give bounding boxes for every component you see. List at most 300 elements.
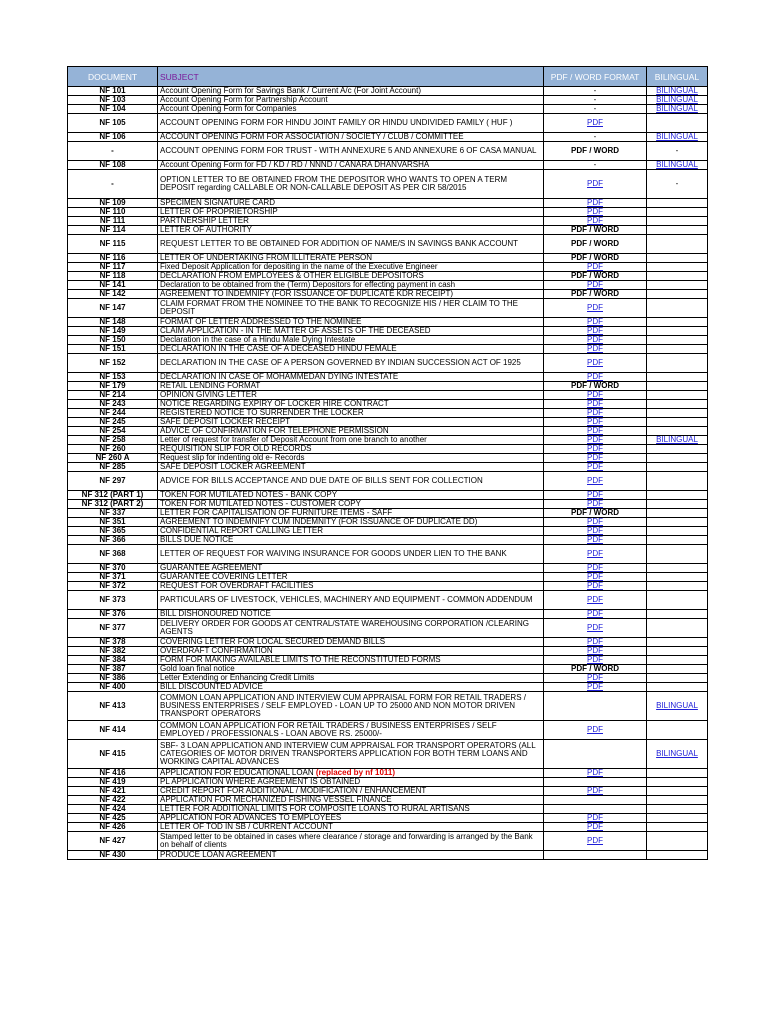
pdf-link[interactable]: PDF [587,344,603,353]
subject-cell [158,787,544,796]
pdf-link[interactable]: PDF [587,262,603,271]
pdf-link[interactable]: PDF [587,682,603,691]
document-number: NF 114 [68,226,158,235]
format-cell [544,721,647,740]
bilingual-cell [647,114,708,133]
table-row [68,272,708,281]
format-cell [544,133,647,142]
pdf-link[interactable]: PDF [587,216,603,225]
bilingual-cell [647,345,708,354]
bilingual-cell [647,418,708,427]
pdf-link[interactable]: PDF [587,179,603,188]
bilingual-cell [647,391,708,400]
pdf-link[interactable]: PDF [587,118,603,127]
pdf-link[interactable]: PDF [587,572,603,581]
document-number: NF 149 [68,327,158,336]
document-number: NF 430 [68,851,158,860]
document-number: NF 148 [68,318,158,327]
subject-text: OVERDRAFT CONFIRMATION [160,646,273,655]
pdf-link[interactable]: PDF [587,526,603,535]
pdf-link[interactable]: PDF [587,390,603,399]
subject-cell [158,796,544,805]
pdf-link[interactable]: PDF [587,673,603,682]
replacement-note: (replaced by nf 1011) [315,768,396,777]
bilingual-cell [647,564,708,573]
document-number: NF 426 [68,823,158,832]
bilingual-link[interactable]: BILINGUAL [656,104,698,113]
subject-cell [158,142,544,161]
table-row [68,740,708,769]
subject-cell [158,418,544,427]
subject-text: Request slip for indenting old e- Records [160,453,305,462]
subject-text: ACCOUNT OPENING FORM FOR HINDU JOINT FAMILY OR HINDU UNDIVIDED FAMILY ( HUF ) [160,118,513,127]
document-number: NF 111 [68,217,158,226]
subject-text: DECLARATION IN THE CASE OF A PERSON GOVERNED BY INDIAN SUCCESSION ACT OF 1925 [160,358,521,367]
bilingual-cell [647,281,708,290]
bilingual-cell [647,823,708,832]
bilingual-cell [647,582,708,591]
subject-cell [158,272,544,281]
bilingual-cell [647,610,708,619]
table-row [68,787,708,796]
subject-text: FORMAT OF LETTER ADDRESSED TO THE NOMINEE [160,317,362,326]
subject-text: REQUEST FOR OVERDRAFT FACILITIES [160,581,314,590]
subject-text: CLAIM APPLICATION - IN THE MATTER OF ASSETS OF THE DECEASED [160,326,431,335]
format-cell [544,142,647,161]
document-number: NF 117 [68,263,158,272]
subject-cell [158,427,544,436]
format-cell [544,619,647,638]
document-number: NF 370 [68,564,158,573]
subject-cell [158,114,544,133]
bilingual-cell [647,96,708,105]
format-cell [544,87,647,96]
bilingual-cell [647,263,708,272]
subject-text: Stamped letter to be obtained in cases where clearance / storage and forwarding is arranged by the Bank on behalf of clients [160,832,533,849]
bilingual-cell [647,226,708,235]
pdf-link[interactable]: PDF [587,836,603,845]
subject-text: PARTICULARS OF LIVESTOCK, VEHICLES, MACHINERY AND EQUIPMENT - COMMON ADDENDUM [160,595,533,604]
document-number: NF 384 [68,656,158,665]
table-row [68,409,708,418]
document-number: NF 260 A [68,454,158,463]
document-number: NF 141 [68,281,158,290]
format-cell [544,418,647,427]
document-number: NF 312 (PART 2) [68,500,158,509]
subject-cell [158,463,544,472]
subject-text: REQUISITION SLIP FOR OLD RECORDS [160,444,312,453]
format-cell [544,832,647,851]
subject-cell [158,619,544,638]
subject-text: BILL DISCOUNTED ADVICE [160,682,263,691]
table-row [68,327,708,336]
subject-text: OPINION GIVING LETTER [160,390,257,399]
subject-cell [158,472,544,491]
bilingual-cell [647,354,708,373]
subject-cell [158,823,544,832]
pdf-link[interactable]: PDF [587,326,603,335]
subject-cell [158,133,544,142]
document-number: NF 101 [68,87,158,96]
subject-cell [158,281,544,290]
document-number: - [68,142,158,161]
format-cell [544,382,647,391]
table-row [68,133,708,142]
pdf-link[interactable]: PDF [587,476,603,485]
document-number: NF 103 [68,96,158,105]
bilingual-cell [647,778,708,787]
subject-cell [158,851,544,860]
bilingual-cell [647,674,708,683]
bilingual-cell [647,518,708,527]
format-unavailable: - [593,104,597,113]
format-cell [544,254,647,263]
subject-cell [158,491,544,500]
subject-cell [158,454,544,463]
pdf-link[interactable]: PDF [587,655,603,664]
bilingual-unavailable: - [675,179,679,188]
format-cell [544,814,647,823]
format-cell [544,354,647,373]
pdf-link[interactable]: PDF [587,563,603,572]
bilingual-cell [647,161,708,170]
document-number: NF 142 [68,290,158,299]
bilingual-cell [647,336,708,345]
subject-text: LETTER FOR CAPITALISATION OF FURNITURE ITEMS - SAFF [160,508,393,517]
subject-text: GUARANTEE AGREEMENT [160,563,263,572]
subject-cell [158,87,544,96]
subject-cell [158,564,544,573]
pdf-link[interactable]: PDF [587,549,603,558]
document-number: NF 285 [68,463,158,472]
document-number: NF 377 [68,619,158,638]
table-row [68,573,708,582]
subject-text: Account Opening Form for Companies [160,104,297,113]
subject-cell [158,527,544,536]
bilingual-cell [647,832,708,851]
table-row [68,823,708,832]
bilingual-link[interactable]: BILINGUAL [656,95,698,104]
bilingual-cell [647,382,708,391]
table-row [68,647,708,656]
format-cell [544,509,647,518]
table-row [68,769,708,778]
bilingual-cell [647,573,708,582]
subject-cell [158,683,544,692]
pdf-link[interactable]: PDF [587,399,603,408]
document-number: NF 109 [68,199,158,208]
table-row [68,96,708,105]
table-row [68,318,708,327]
table-row [68,217,708,226]
pdf-word-format: PDF / WORD [571,225,619,234]
subject-cell [158,769,544,778]
bilingual-cell [647,787,708,796]
subject-cell [158,610,544,619]
documents-table [67,66,708,860]
subject-cell [158,217,544,226]
bilingual-link[interactable]: BILINGUAL [656,749,698,758]
format-cell [544,787,647,796]
bilingual-link[interactable]: BILINGUAL [656,132,698,141]
pdf-link[interactable]: PDF [587,317,603,326]
document-number: NF 376 [68,610,158,619]
format-cell [544,851,647,860]
table-row [68,373,708,382]
table-row [68,674,708,683]
document-number: NF 297 [68,472,158,491]
subject-cell [158,226,544,235]
pdf-link[interactable]: PDF [587,595,603,604]
pdf-link[interactable]: PDF [587,280,603,289]
format-cell [544,208,647,217]
bilingual-cell [647,254,708,263]
subject-text: APPLICATION FOR EDUCATIONAL LOAN [160,768,314,777]
format-unavailable: - [593,86,597,95]
bilingual-cell [647,692,708,721]
subject-text: LETTER FOR ADDITIONAL LIMITS FOR COMPOSITE LOANS TO RURAL ARTISANS [160,804,470,813]
format-cell [544,610,647,619]
document-number: NF 378 [68,638,158,647]
pdf-link[interactable]: PDF [587,581,603,590]
format-cell [544,740,647,769]
subject-text: SPECIMEN SIGNATURE CARD [160,198,275,207]
pdf-link[interactable]: PDF [587,453,603,462]
document-number: NF 105 [68,114,158,133]
subject-text: Letter Extending or Enhancing Credit Limits [160,673,315,682]
pdf-link[interactable]: PDF [587,417,603,426]
format-cell [544,427,647,436]
subject-text: LETTER OF REQUEST FOR WAIVING INSURANCE FOR GOODS UNDER LIEN TO THE BANK [160,549,507,558]
subject-cell [158,436,544,445]
bilingual-cell [647,851,708,860]
pdf-link[interactable]: PDF [587,637,603,646]
subject-text: RETAIL LENDING FORMAT [160,381,261,390]
document-number: NF 244 [68,409,158,418]
subject-text: PL APPLICATION WHERE AGREEMENT IS OBTAINED [160,777,361,786]
subject-cell [158,336,544,345]
format-cell [544,217,647,226]
bilingual-cell [647,427,708,436]
subject-text: COMMON LOAN APPLICATION FOR RETAIL TRADERS / BUSINESS ENTERPRISES / SELF EMPLOYED / PROFESSIONALS - LOAN ABOVE RS. 25000/- [160,721,497,738]
format-cell [544,573,647,582]
subject-text: Fixed Deposit Application for depositing in the name of the Executive Engineer [160,262,438,271]
subject-cell [158,290,544,299]
pdf-word-format: PDF / WORD [571,253,619,262]
pdf-link[interactable]: PDF [587,822,603,831]
document-number: NF 147 [68,299,158,318]
pdf-link[interactable]: PDF [587,303,603,312]
subject-cell [158,382,544,391]
table-row [68,527,708,536]
subject-cell [158,814,544,823]
subject-cell [158,161,544,170]
table-row [68,263,708,272]
subject-text: AGREEMENT TO INDEMNIFY (FOR ISSUANCE OF DUPLICATE KDR RECEIPT) [160,289,454,298]
pdf-link[interactable]: PDF [587,499,603,508]
subject-text: SAFE DEPOSIT LOCKER AGREEMENT [160,462,306,471]
subject-cell [158,545,544,564]
subject-text: ACCOUNT OPENING FORM FOR TRUST - WITH ANNEXURE 5 AND ANNEXURE 6 OF CASA MANUAL [160,146,537,155]
subject-cell [158,299,544,318]
subject-text: APPLICATION FOR MECHANIZED FISHING VESSEL FINANCE [160,795,392,804]
subject-text: CONFIDENTIAL REPORT CALLING LETTER [160,526,323,535]
document-number: NF 258 [68,436,158,445]
pdf-link[interactable]: PDF [587,435,603,444]
pdf-link[interactable]: PDF [587,768,603,777]
table-row [68,345,708,354]
subject-text: LETTER OF UNDERTAKING FROM ILLITERATE PERSON [160,253,373,262]
bilingual-link[interactable]: BILINGUAL [656,701,698,710]
table-row [68,564,708,573]
subject-cell [158,832,544,851]
subject-text: BILL DISHONOURED NOTICE [160,609,271,618]
pdf-link[interactable]: PDF [587,462,603,471]
subject-text: Declaration in the case of a Hindu Male Dying Intestate [160,335,356,344]
format-cell [544,692,647,721]
table-row [68,814,708,823]
pdf-link[interactable]: PDF [587,646,603,655]
document-number: NF 425 [68,814,158,823]
format-unavailable: - [593,160,597,169]
subject-text: TOKEN FOR MUTILATED NOTES - BANK COPY [160,490,338,499]
format-cell [544,500,647,509]
document-number: NF 427 [68,832,158,851]
bilingual-cell [647,373,708,382]
table-row [68,391,708,400]
pdf-link[interactable]: PDF [587,609,603,618]
subject-text: ACCOUNT OPENING FORM FOR ASSOCIATION / SOCIETY / CLUB / COMMITTEE [160,132,464,141]
subject-text: Gold loan final notice [160,664,235,673]
subject-text: LETTER OF PROPRIETORSHIP [160,207,278,216]
table-row [68,851,708,860]
bilingual-cell [647,217,708,226]
table-row [68,545,708,564]
format-cell [544,656,647,665]
document-number: NF 413 [68,692,158,721]
subject-cell [158,591,544,610]
pdf-link[interactable]: PDF [587,335,603,344]
subject-text: FORM FOR MAKING AVAILABLE LIMITS TO THE RECONSTITUTED FORMS [160,655,441,664]
bilingual-cell [647,796,708,805]
pdf-link[interactable]: PDF [587,358,603,367]
format-cell [544,769,647,778]
table-row [68,683,708,692]
subject-cell [158,105,544,114]
format-cell [544,491,647,500]
format-cell [544,281,647,290]
subject-cell [158,740,544,769]
subject-text: REGISTERED NOTICE TO SURRENDER THE LOCKER [160,408,364,417]
subject-text: NOTICE REGARDING EXPIRY OF LOCKER HIRE CONTRACT [160,399,389,408]
table-row [68,436,708,445]
pdf-link[interactable]: PDF [587,786,603,795]
table-row [68,427,708,436]
pdf-link[interactable]: PDF [587,207,603,216]
document-number: NF 153 [68,373,158,382]
document-number: NF 386 [68,674,158,683]
table-row [68,665,708,674]
pdf-link[interactable]: PDF [587,426,603,435]
table-row [68,472,708,491]
pdf-link[interactable]: PDF [587,490,603,499]
pdf-link[interactable]: PDF [587,813,603,822]
document-number: NF 382 [68,647,158,656]
table-row [68,638,708,647]
table-row [68,805,708,814]
document-number: NF 260 [68,445,158,454]
table-row [68,87,708,96]
pdf-link[interactable]: PDF [587,725,603,734]
table-row [68,619,708,638]
table-row [68,114,708,133]
document-number: NF 151 [68,345,158,354]
subject-cell [158,721,544,740]
bilingual-cell [647,272,708,281]
document-number: NF 371 [68,573,158,582]
bilingual-cell [647,805,708,814]
bilingual-cell [647,814,708,823]
table-row [68,509,708,518]
document-number: NF 422 [68,796,158,805]
subject-text: PARTNERSHIP LETTER [160,216,249,225]
format-cell [544,683,647,692]
table-row [68,354,708,373]
bilingual-cell [647,509,708,518]
format-cell [544,582,647,591]
table-header-row [68,67,708,87]
pdf-link[interactable]: PDF [587,372,603,381]
subject-text: AGREEMENT TO INDEMNIFY CUM INDEMNITY (FOR ISSUANCE OF DUPLICATE DD) [160,517,478,526]
bilingual-link[interactable]: BILINGUAL [656,435,698,444]
subject-cell [158,208,544,217]
table-row [68,208,708,217]
format-cell [544,96,647,105]
subject-cell [158,96,544,105]
pdf-link[interactable]: PDF [587,517,603,526]
format-cell [544,805,647,814]
bilingual-cell [647,105,708,114]
subject-text: PRODUCE LOAN AGREEMENT [160,850,277,859]
bilingual-cell [647,536,708,545]
pdf-link[interactable]: PDF [587,444,603,453]
pdf-link[interactable]: PDF [587,408,603,417]
bilingual-cell [647,527,708,536]
format-unavailable: - [593,132,597,141]
bilingual-unavailable: - [675,146,679,155]
subject-text: Account Opening Form for Partnership Account [160,95,328,104]
subject-cell [158,254,544,263]
bilingual-cell [647,400,708,409]
table-row [68,281,708,290]
bilingual-cell [647,199,708,208]
bilingual-cell [647,591,708,610]
table-row [68,692,708,721]
document-number: NF 152 [68,354,158,373]
bilingual-link[interactable]: BILINGUAL [656,86,698,95]
format-cell [544,674,647,683]
pdf-link[interactable]: PDF [587,198,603,207]
bilingual-cell [647,683,708,692]
bilingual-cell [647,721,708,740]
pdf-link[interactable]: PDF [587,535,603,544]
document-number: NF 421 [68,787,158,796]
pdf-link[interactable]: PDF [587,623,603,632]
bilingual-cell [647,463,708,472]
document-number: NF 419 [68,778,158,787]
document-number: NF 387 [68,665,158,674]
bilingual-link[interactable]: BILINGUAL [656,160,698,169]
